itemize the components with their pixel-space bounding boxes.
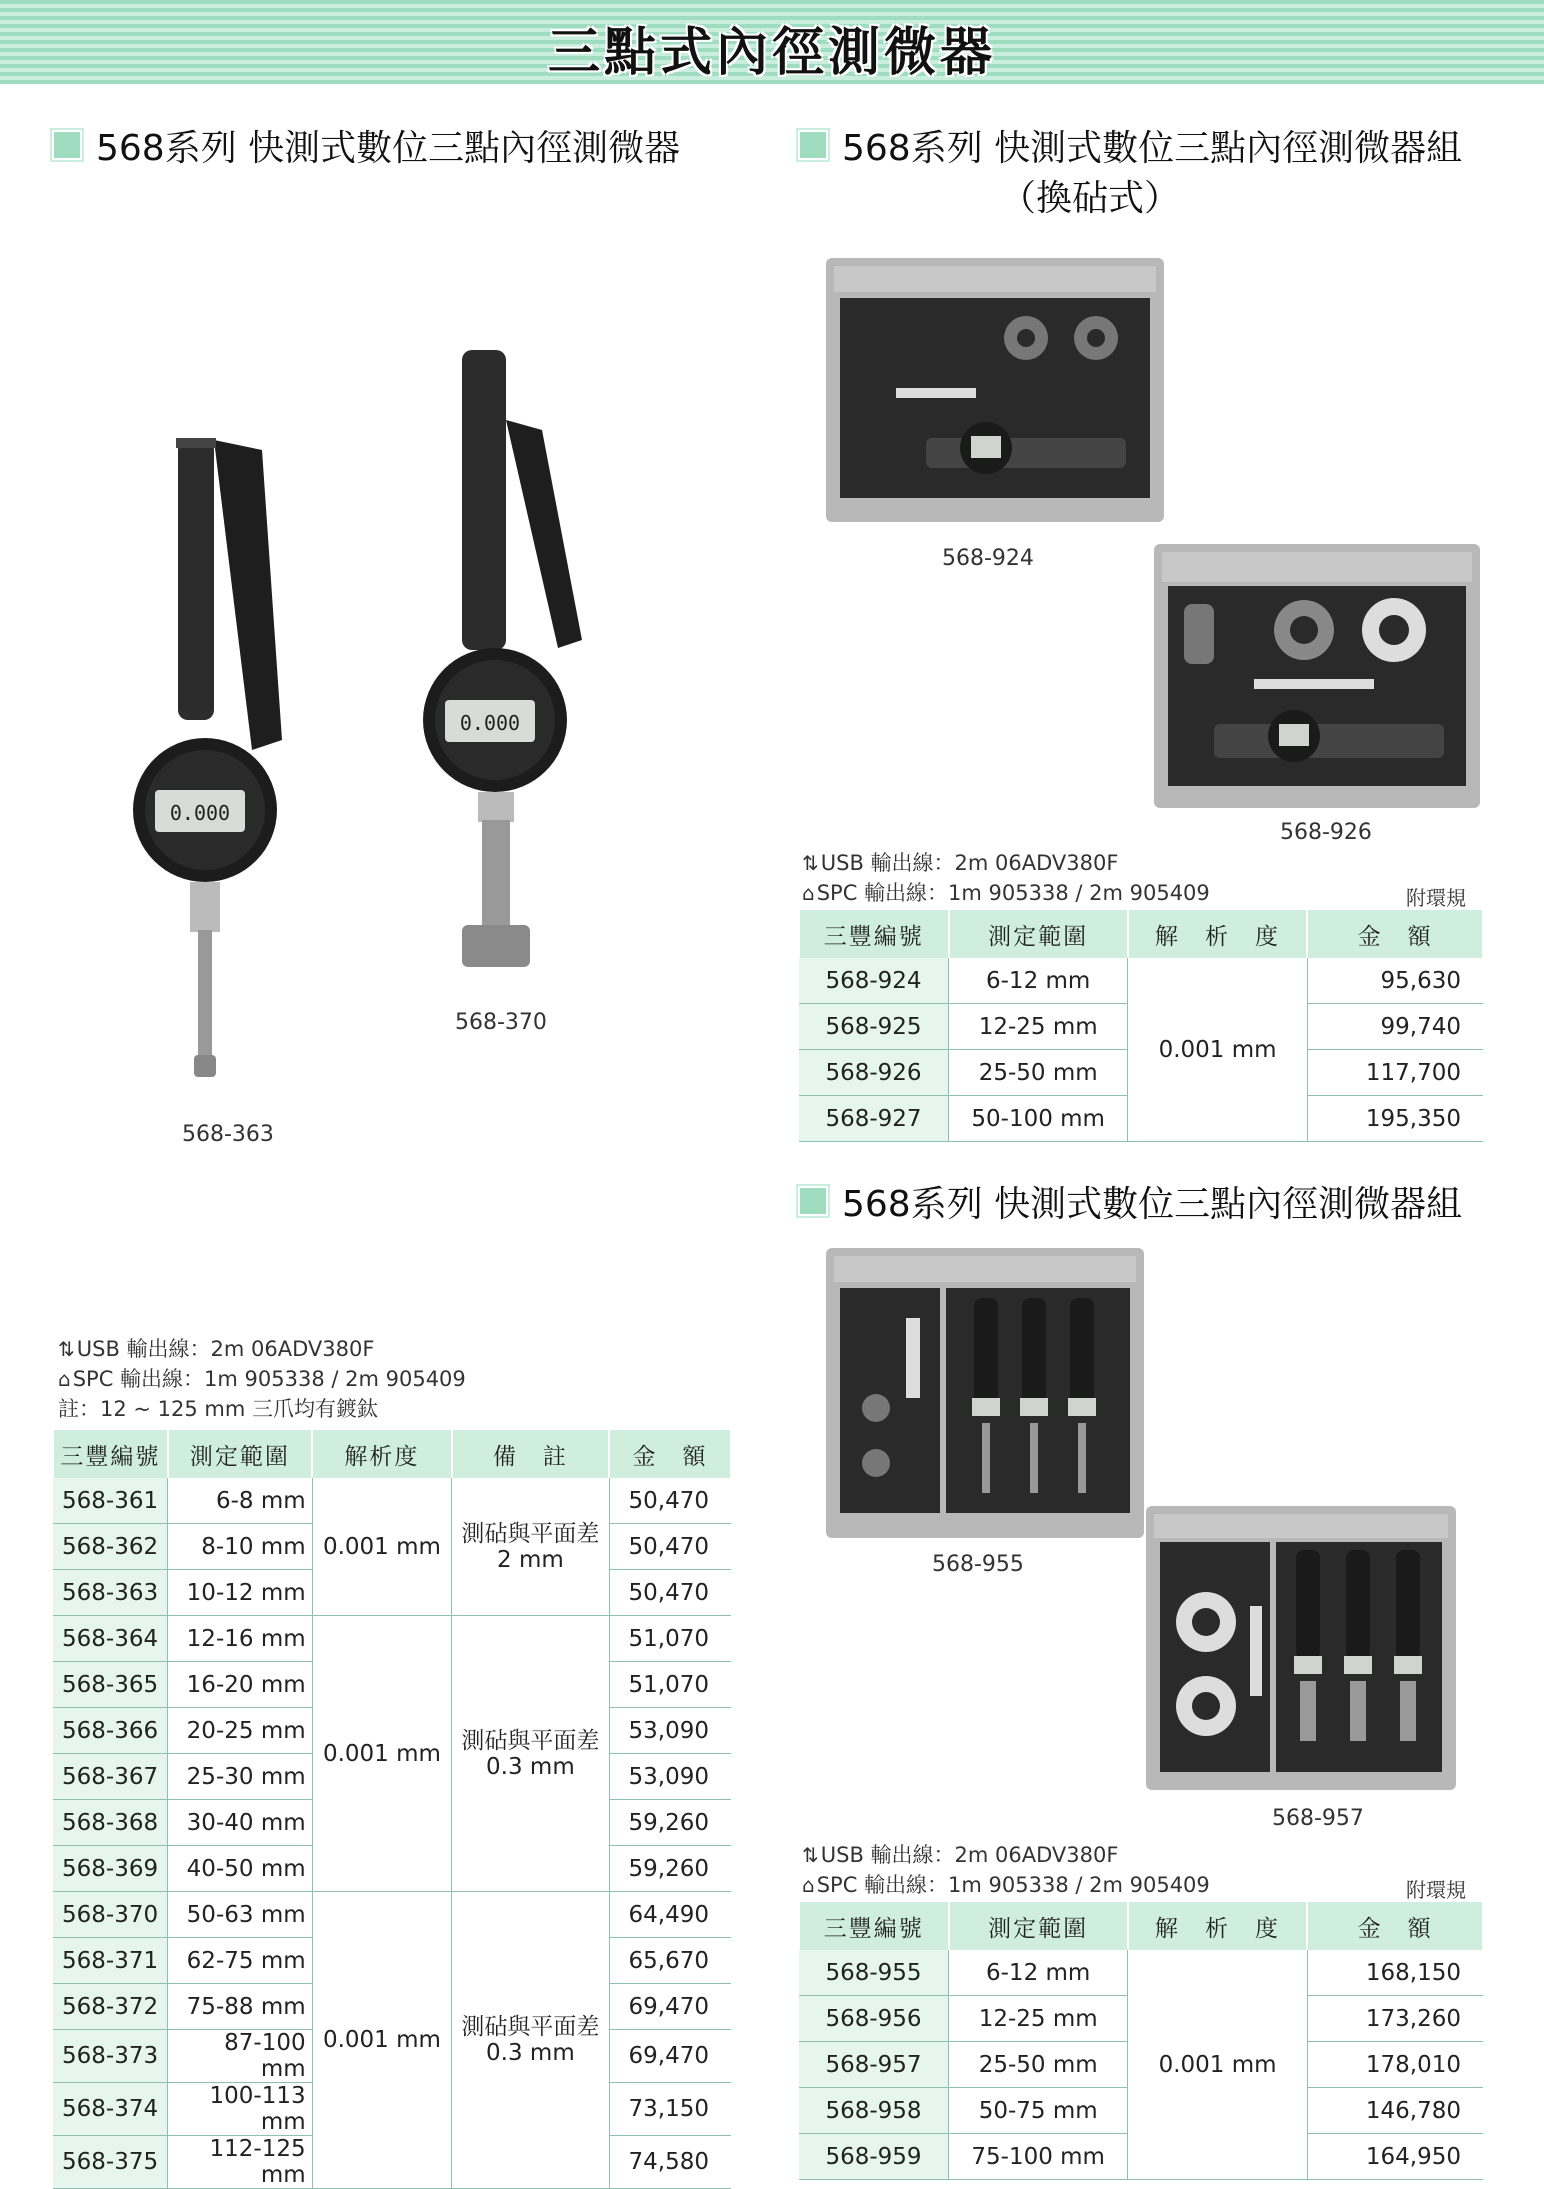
cell-resolution: 0.001 mm [1128,958,1307,1142]
left-notes: ⇅USB 輸出線：2m 06ADV380F ⌂SPC 輸出線：1m 905338 / 2m 905409 註：12 ~ 125 mm 三爪均有鍍鈦 [58,1334,466,1424]
header-price: 金 額 [609,1430,731,1478]
left-section-title: 568系列 快測式數位三點內徑測微器 [52,120,680,171]
cell-range: 6-8 mm [168,1478,312,1524]
header-remark: 備 註 [452,1430,609,1478]
cell-code: 568-362 [53,1524,168,1570]
cell-code: 568-365 [53,1662,168,1708]
header-resolution: 解 析 度 [1128,910,1307,958]
cell-range: 50-100 mm [949,1096,1128,1142]
header-resolution: 解析度 [312,1430,452,1478]
cell-price: 50,470 [609,1478,731,1524]
header-resolution: 解 析 度 [1128,1902,1307,1950]
cell-range: 40-50 mm [168,1846,312,1892]
cell-price: 73,150 [609,2083,731,2136]
cell-range: 25-30 mm [168,1754,312,1800]
cell-range: 112-125 mm [168,2136,312,2189]
product-photo-568-957 [1146,1506,1456,1790]
right-bottom-section-title: 568系列 快測式數位三點內徑測微器組 [798,1176,1462,1227]
cell-code: 568-367 [53,1754,168,1800]
cell-code: 568-372 [53,1984,168,2030]
header-code: 三豐編號 [799,1902,949,1950]
ring-gauge-note: 附環規 [1406,886,1466,910]
cell-range: 12-25 mm [949,1004,1128,1050]
cell-range: 6-12 mm [949,1950,1128,1996]
caption-568-957: 568-957 [1272,1806,1364,1831]
caption-568-370: 568-370 [455,1010,547,1035]
cell-resolution: 0.001 mm [312,1892,452,2189]
product-photo-568-363 [120,330,290,1100]
spc-cable-icon: ⌂ [802,881,815,905]
cell-code: 568-959 [799,2134,949,2180]
cell-code: 568-925 [799,1004,949,1050]
header-price: 金 額 [1307,1902,1483,1950]
cell-range: 20-25 mm [168,1708,312,1754]
cell-price: 74,580 [609,2136,731,2189]
cell-range: 100-113 mm [168,2083,312,2136]
cell-price: 51,070 [609,1616,731,1662]
cell-code: 568-364 [53,1616,168,1662]
table-header-row [799,910,1483,958]
cell-price: 51,070 [609,1662,731,1708]
header-range: 測定範圍 [949,910,1128,958]
cell-range: 12-16 mm [168,1616,312,1662]
right-top-section-subtitle: （換砧式） [1000,178,1181,219]
bullet-square-icon [798,130,828,160]
cell-range: 62-75 mm [168,1938,312,1984]
left-price-table [52,1430,732,2189]
cell-price: 95,630 [1307,958,1483,1004]
cell-remark: 測砧與平面差 2 mm [452,1478,609,1616]
table-row [799,1950,1483,1996]
cell-remark: 測砧與平面差 0.3 mm [452,1892,609,2189]
cell-price: 59,260 [609,1800,731,1846]
cell-code: 568-926 [799,1050,949,1096]
right-bottom-price-table [798,1902,1484,2180]
cell-range: 87-100 mm [168,2030,312,2083]
header-price: 金 額 [1307,910,1483,958]
cell-code: 568-958 [799,2088,949,2134]
cell-price: 69,470 [609,2030,731,2083]
left-remark: 註：12 ~ 125 mm 三爪均有鍍鈦 [58,1397,379,1421]
cell-price: 59,260 [609,1846,731,1892]
cell-code: 568-374 [53,2083,168,2136]
cell-price: 178,010 [1307,2042,1483,2088]
table-row [53,1478,731,1524]
cell-code: 568-924 [799,958,949,1004]
table-row [799,958,1483,1004]
cell-range: 50-63 mm [168,1892,312,1938]
right-top-section-title: 568系列 快測式數位三點內徑測微器組 [798,120,1462,171]
product-photo-568-926 [1154,544,1480,808]
header-range: 測定範圍 [168,1430,312,1478]
cell-price: 164,950 [1307,2134,1483,2180]
cell-code: 568-366 [53,1708,168,1754]
cell-price: 64,490 [609,1892,731,1938]
table-header-row [799,1902,1483,1950]
cell-price: 195,350 [1307,1096,1483,1142]
cell-range: 75-100 mm [949,2134,1128,2180]
cell-price: 65,670 [609,1938,731,1984]
cell-range: 25-50 mm [949,2042,1128,2088]
cell-code: 568-371 [53,1938,168,1984]
usb-icon: ⇅ [802,1843,819,1867]
caption-568-363: 568-363 [182,1122,274,1147]
product-photo-568-955 [826,1248,1144,1538]
spc-cable-icon: ⌂ [58,1367,71,1391]
bullet-square-icon [52,130,82,160]
cell-resolution: 0.001 mm [1128,1950,1307,2180]
cell-price: 168,150 [1307,1950,1483,1996]
cell-range: 25-50 mm [949,1050,1128,1096]
cell-price: 146,780 [1307,2088,1483,2134]
cell-range: 50-75 mm [949,2088,1128,2134]
header-range: 測定範圍 [949,1902,1128,1950]
table-row [53,1616,731,1662]
cell-resolution: 0.001 mm [312,1478,452,1616]
cell-code: 568-927 [799,1096,949,1142]
cell-range: 30-40 mm [168,1800,312,1846]
cell-range: 6-12 mm [949,958,1128,1004]
cell-remark: 測砧與平面差 0.3 mm [452,1616,609,1892]
caption-568-926: 568-926 [1280,820,1372,845]
header-code: 三豐編號 [53,1430,168,1478]
product-photo-568-924 [826,258,1164,522]
cell-code: 568-375 [53,2136,168,2189]
caption-568-924: 568-924 [942,546,1034,571]
cell-price: 53,090 [609,1754,731,1800]
usb-icon: ⇅ [802,851,819,875]
svg-text:0.000: 0.000 [169,801,231,825]
cell-price: 99,740 [1307,1004,1483,1050]
cell-price: 69,470 [609,1984,731,2030]
cell-range: 75-88 mm [168,1984,312,2030]
cell-price: 50,470 [609,1570,731,1616]
cell-range: 12-25 mm [949,1996,1128,2042]
bullet-square-icon [798,1186,828,1216]
cell-range: 8-10 mm [168,1524,312,1570]
cell-price: 53,090 [609,1708,731,1754]
right-top-price-table [798,910,1484,1142]
cell-resolution: 0.001 mm [312,1616,452,1892]
cell-code: 568-370 [53,1892,168,1938]
cell-price: 173,260 [1307,1996,1483,2042]
cell-code: 568-363 [53,1570,168,1616]
table-header-row [53,1430,731,1478]
header-code: 三豐編號 [799,910,949,958]
right-top-notes: ⇅USB 輸出線：2m 06ADV380F ⌂SPC 輸出線：1m 905338 / 2m 905409 [802,851,1210,905]
right-bottom-notes: ⇅USB 輸出線：2m 06ADV380F ⌂SPC 輸出線：1m 905338 / 2m 905409 [802,1843,1210,1897]
cell-code: 568-368 [53,1800,168,1846]
page-title: 三點式內徑測微器 [547,23,996,83]
cell-code: 568-956 [799,1996,949,2042]
usb-icon: ⇅ [58,1337,75,1361]
cell-price: 50,470 [609,1524,731,1570]
table-row [53,1892,731,1938]
svg-text:0.000: 0.000 [459,711,521,735]
caption-568-955: 568-955 [932,1552,1024,1577]
cell-code: 568-369 [53,1846,168,1892]
cell-code: 568-955 [799,1950,949,1996]
ring-gauge-note: 附環規 [1406,1878,1466,1902]
cell-price: 117,700 [1307,1050,1483,1096]
cell-range: 10-12 mm [168,1570,312,1616]
cell-code: 568-373 [53,2030,168,2083]
cell-code: 568-957 [799,2042,949,2088]
product-photo-568-370 [400,340,600,980]
cell-range: 16-20 mm [168,1662,312,1708]
cell-code: 568-361 [53,1478,168,1524]
spc-cable-icon: ⌂ [802,1873,815,1897]
